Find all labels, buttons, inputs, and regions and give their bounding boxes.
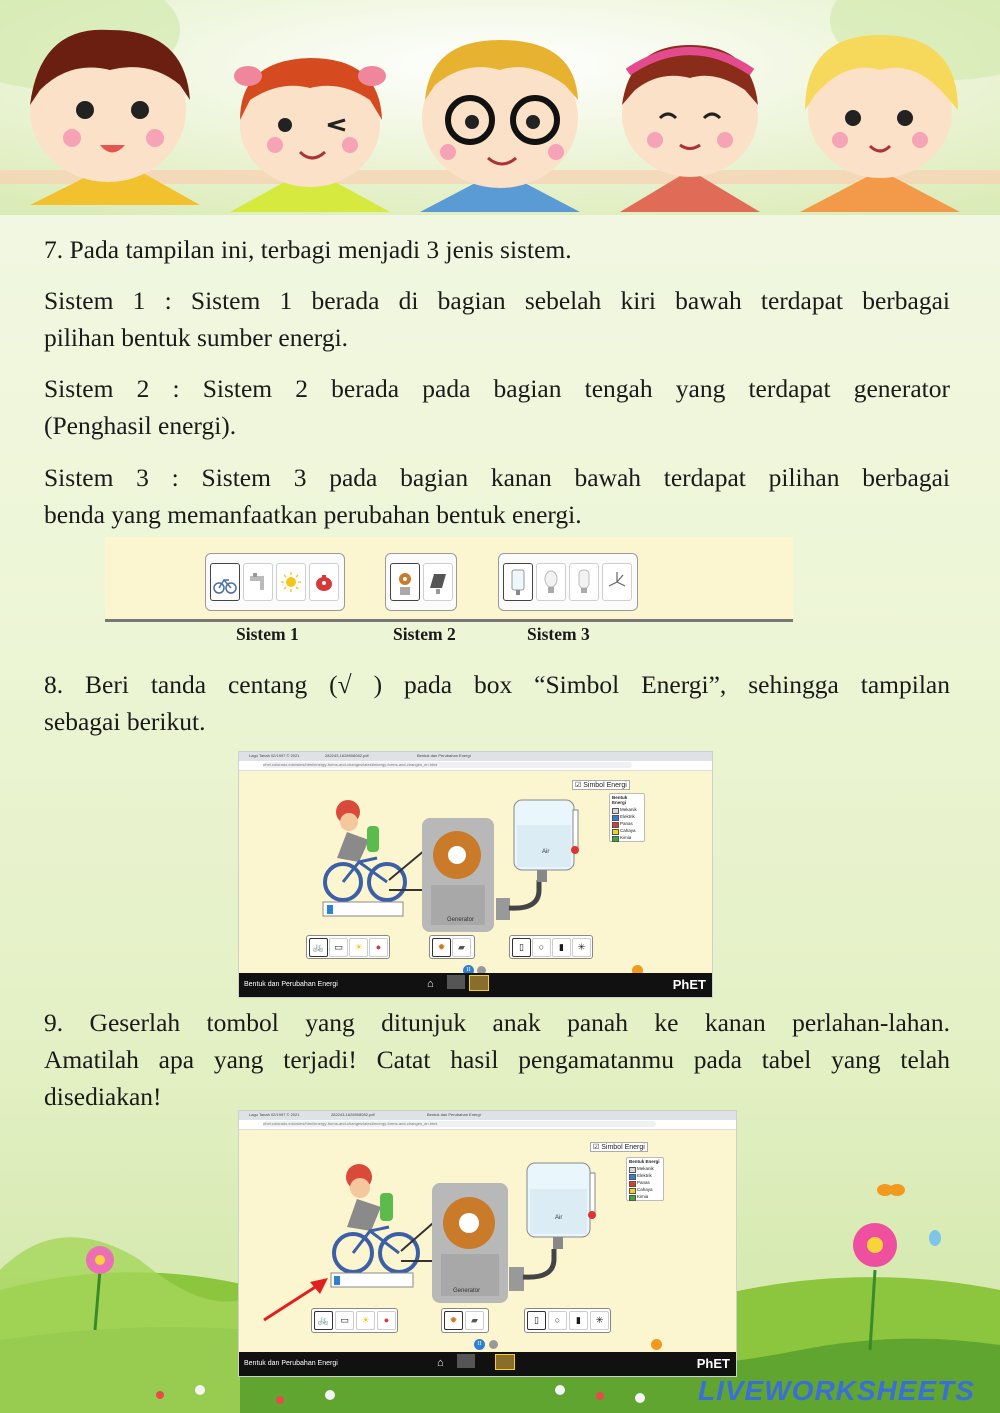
legend-item: Elektrik [627,1172,663,1179]
text-line: pilihan bentuk sumber energi. [44,323,349,352]
incandescent-bulb-button[interactable] [536,563,566,601]
browser-tab-3[interactable]: Bentuk dan Perubahan Energi [427,1112,481,1117]
solar-panel-icon[interactable]: ▰ [465,1311,484,1330]
faucet-icon[interactable]: ▭ [329,938,348,957]
fan-icon [603,564,631,600]
browser-tab-1[interactable]: Lagu Tanah 02/1997 © 2021 [249,753,300,758]
beaker-icon[interactable]: ▯ [527,1311,546,1330]
fluorescent-bulb-icon[interactable]: ▮ [569,1311,588,1330]
caption-sistem-3: Sistem 3 [527,624,590,644]
sistem-2-toolbox [385,553,457,611]
caption-sistem-2: Sistem 2 [393,624,456,644]
checkbox-label: Simbol Energi [601,1144,645,1151]
pause-button[interactable]: II [463,965,474,976]
nav-systems[interactable] [469,975,489,991]
teapot-source-button[interactable] [309,563,339,601]
symbol-energy-checkbox[interactable]: ☑ Simbol Energi [572,780,630,790]
sim-users-box [509,935,593,959]
browser-url-bar [239,1120,736,1130]
fan-icon[interactable]: ✳ [572,938,591,957]
nav-intro[interactable] [447,975,465,989]
caption-sistem-1: Sistem 1 [236,624,299,644]
sim-title: Bentuk dan Perubahan Energi [244,981,338,988]
legend-item: Mekanik [610,806,644,813]
generator-icon[interactable]: ✹ [444,1311,463,1330]
text-line: (Penghasil energi). [44,411,237,440]
bicycle-source-button[interactable] [210,563,240,601]
solar-panel-icon[interactable]: ▰ [452,938,471,957]
legend-item: Cahaya [610,827,644,834]
home-icon[interactable]: ⌂ [427,978,434,990]
light-bulb-icon[interactable]: ○ [548,1311,567,1330]
legend-item: Cahaya [627,1186,663,1193]
sim-footer [239,973,712,997]
simulation-scene [239,770,712,950]
browser-tab-3[interactable]: Bentuk dan Perubahan Energi [417,753,471,758]
text-line: Sistem 2 : Sistem 2 berada pada bagian tengah yang terdapat generator [44,374,950,403]
beaker-icon [504,564,532,600]
generator-label: Generator [447,917,475,923]
fluorescent-bulb-icon [570,564,598,600]
teapot-icon[interactable]: ● [377,1311,396,1330]
phet-logo[interactable]: PhET [696,1356,730,1371]
intro-line: 7. Pada tampilan ini, terbagi menjadi 3 jenis sistem. [44,235,572,264]
bicycle-icon[interactable]: 🚲 [309,938,328,957]
bicycle-icon[interactable]: 🚲 [314,1311,333,1330]
section-7-intro [44,231,950,268]
nav-intro[interactable] [457,1354,475,1368]
beaker-icon[interactable]: ▯ [512,938,531,957]
legend-item: Elektrik [610,813,644,820]
faucet-icon [244,564,272,600]
solar-panel-icon [424,564,452,600]
fan-icon[interactable]: ✳ [590,1311,609,1330]
speed-slider [331,1273,413,1287]
text-line: disediakan! [44,1082,162,1111]
red-arrow-icon [258,1270,338,1326]
legend-title: Bentuk Energi [629,1159,660,1164]
sim-generator-box [429,935,475,959]
browser-tab-bar [239,1111,736,1120]
legend-item: Panas [610,820,644,827]
bicycle-icon [211,564,239,600]
water-label: Air [555,1215,563,1221]
section-8-text [44,666,950,740]
browser-tab-2[interactable]: 282243-1628908082.pdf [331,1112,375,1117]
sun-icon [277,564,305,600]
phet-logo[interactable]: PhET [672,977,706,992]
light-bulb-icon[interactable]: ○ [532,938,551,957]
sim-generator-box [441,1308,489,1333]
browser-tab-2[interactable]: 282243-1628908082.pdf [325,753,369,758]
text-line: 8. Beri tanda centang (√ ) pada box “Simbol Energi”, sehingga tampilan [44,670,950,699]
reset-button[interactable] [651,1339,662,1350]
text-line: Amatilah apa yang terjadi! Catat hasil pengamatanmu pada tabel yang telah [44,1045,950,1074]
sistem-2-text [44,370,950,444]
water-label: Air [542,849,550,855]
sun-icon[interactable]: ☀ [349,938,368,957]
legend-item: Panas [627,1179,663,1186]
light-bulb-icon [537,564,565,600]
home-icon[interactable]: ⌂ [437,1357,444,1369]
liveworksheets-logo: LIVEWORKSHEETS [698,1375,975,1406]
simulation-screenshot-1 [238,751,713,998]
sistem-3-text [44,459,950,533]
sun-source-button[interactable] [276,563,306,601]
generator-icon [391,564,419,600]
butterfly-icon [877,1184,905,1196]
sistem-1-text [44,282,950,356]
nav-systems[interactable] [495,1354,515,1370]
text-line: 9. Geserlah tombol yang ditunjuk anak panah ke kanan perlahan-lahan. [44,1008,950,1037]
system-toolbox-strip [105,537,793,622]
browser-tab-bar [239,752,712,761]
legend-title: Bentuk Energi [612,795,628,805]
generator-label: Generator [453,1288,481,1294]
generator-button[interactable] [390,563,420,601]
url-field[interactable]: phet.colorado.edu/sims/html/energy-forms-and-changes/latest/energy-forms-and-changes_en.html [263,1121,656,1127]
sim-title: Bentuk dan Perubahan Energi [244,1360,338,1367]
backpack [367,826,379,852]
pause-button[interactable]: II [474,1339,485,1350]
legend-item: Mekanik [627,1165,663,1172]
checkbox-label: Simbol Energi [583,782,627,789]
section-9-text [44,1004,950,1115]
teapot-icon [310,564,338,600]
step-button[interactable] [489,1340,498,1349]
text-line: sebagai berikut. [44,707,206,736]
simulation-screenshot-2 [238,1110,737,1377]
legend-item: Kimia [627,1193,663,1200]
solar-panel-button[interactable] [423,563,453,601]
faucet-icon[interactable]: ▭ [335,1311,354,1330]
faucet-source-button[interactable] [243,563,273,601]
sistem-1-toolbox [205,553,345,611]
text-line: Sistem 1 : Sistem 1 berada di bagian sebelah kiri bawah terdapat berbagai [44,286,950,315]
speed-slider [323,902,403,916]
browser-tab-1[interactable]: Lagu Tanah 02/1997 © 2021 [249,1112,300,1117]
sim-users-box [524,1308,611,1333]
sun-icon[interactable]: ☀ [356,1311,375,1330]
sim-sources-box [306,935,390,959]
fluorescent-bulb-icon[interactable]: ▮ [552,938,571,957]
legend-item: Kimia [610,834,644,841]
url-field[interactable]: phet.colorado.edu/sims/html/energy-forms-and-changes/latest/energy-forms-and-changes_en.html [263,762,632,768]
butterfly-icon [929,1230,941,1246]
sistem-3-toolbox [498,553,638,611]
header-illustration [0,0,1000,215]
text-line: benda yang memanfaatkan perubahan bentuk energi. [44,500,582,529]
symbol-energy-checkbox[interactable]: ☑ Simbol Energi [590,1142,648,1152]
fluorescent-bulb-button[interactable] [569,563,599,601]
text-line: Sistem 3 : Sistem 3 pada bagian kanan bawah terdapat pilihan berbagai [44,463,950,492]
sim-footer [239,1352,736,1376]
generator-icon[interactable]: ✹ [432,938,451,957]
water-beaker-button[interactable] [503,563,533,601]
fan-button[interactable] [602,563,632,601]
teapot-icon[interactable]: ● [369,938,388,957]
